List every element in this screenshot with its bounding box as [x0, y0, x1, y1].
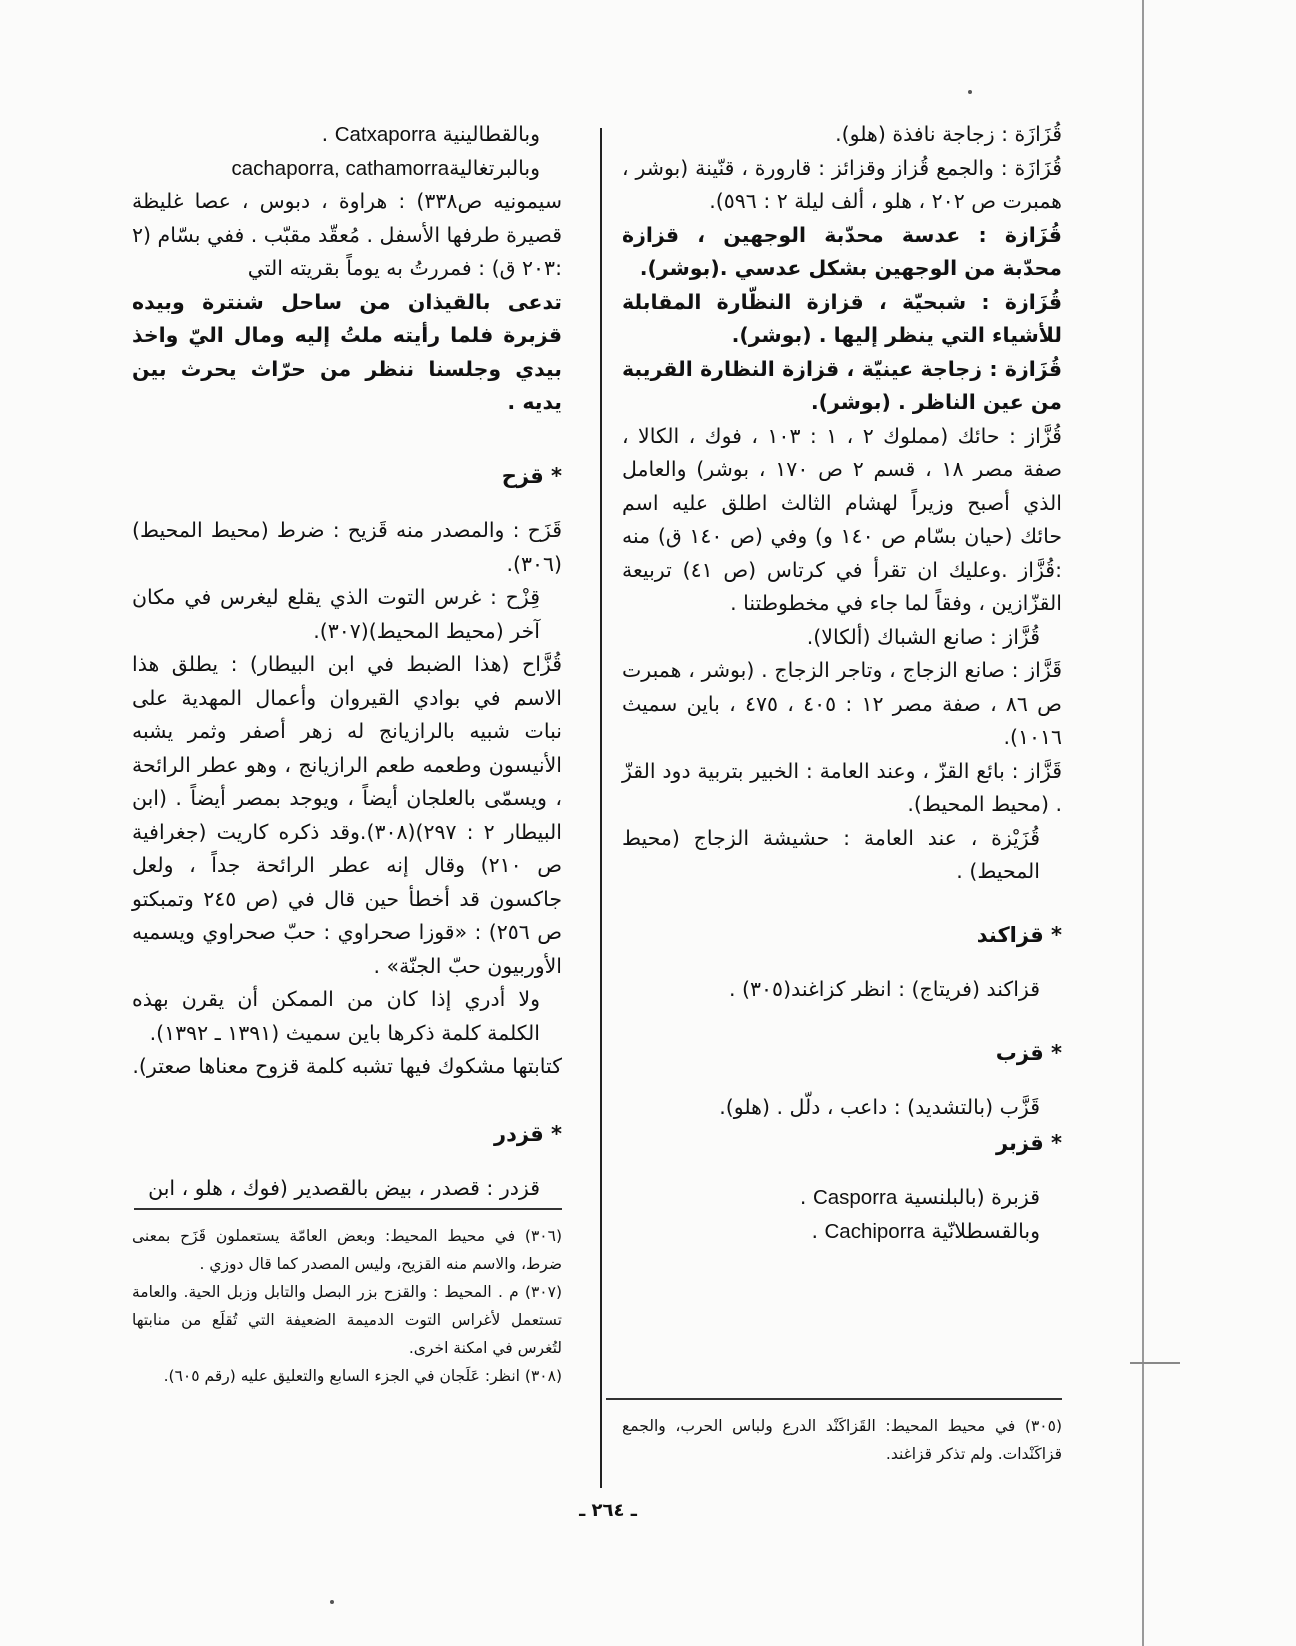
- latin-word: Cachiporra: [824, 1219, 925, 1243]
- entry-paragraph: قُزَازة : عدسة محدّبة الوجهين ، قزازة محدّبة من الوجهين بشكل عدسي .(بوشر).: [622, 222, 1062, 280]
- latin-word: Catxaporra: [334, 123, 437, 146]
- entry-heading: * قزح: [501, 463, 562, 488]
- entry-heading: * قزبر: [995, 1130, 1062, 1155]
- arabic-text: وبالقسطلانّية: [931, 1218, 1040, 1243]
- footnote: (٣٠٦) في محيط المحيط: وبعض العامّة يستعملون قَزَح بمعنى ضرط، والاسم منه القزيح، وليس المصدر كما قال دوزي .: [132, 1227, 562, 1273]
- entry-heading: * قزدر: [494, 1121, 562, 1146]
- entry-paragraph: قُزَيْزة ، عند العامة : حشيشة الزجاج (محيط المحيط) .: [622, 825, 1040, 883]
- entry-paragraph: قَزَّاز : بائع القزّ ، وعند العامة : الخبير بتربية دود القزّ . (محيط المحيط).: [622, 758, 1062, 816]
- scan-speck: [330, 1600, 334, 1604]
- punctuation: .: [811, 1218, 818, 1243]
- entry-paragraph: تدعى بالقيذان من ساحل شنترة وبيده قزبرة فلما رأيته ملتُ إليه ومال اليّ واخذ بيدي وجلسنا ننظر من حرّاث يحرث بين يديه .: [132, 289, 562, 414]
- footnotes-right: [622, 1412, 1062, 1468]
- entry-paragraph: قَزَّب (بالتشديد) : داعب ، دلّل . (هلو).: [719, 1095, 1040, 1119]
- entry-paragraph: قُزَّاح (هذا الضبط في ابن البيطار) : يطلق هذا الاسم في بوادي القيروان وأعمال المهدية على نبات شبيه بالرازيانج له زهر أصفر وثمر يشبه الأنيسون وطعمه طعم الرازيانج ، وهو عطر الرائحة ، ويسمّى بالعلجان أيضاً ، ويوجد بمصر أيضاً . (ابن البيطار ٢ : ٢٩٧)(٣٠٨).وقد ذكره كاريت (جغرافية ص ٢١٠) وقال إنه عطر الرائحة جداً ، ولعل جاكسون قد أخطأ حين قال في (ص ٢٤٥ وتمبكتو ص ٢٥٦) : «قوزا صحراوي : حبّ صحراوي ويسميه الأوربيون حبّ الجنّة» .: [132, 652, 562, 978]
- footnote-rule: [606, 1398, 1062, 1400]
- footnote-rule: [134, 1208, 562, 1210]
- entry-paragraph: قُزَازَة : والجمع قُزاز وقزائز : قارورة ، قنّينة (بوشر ، همبرت ص ٢٠٢ ، هلو ، ألف ليلة ٢ : ٥٩٦).: [622, 155, 1062, 213]
- right-column: [622, 118, 1062, 1248]
- arabic-text: وبالقطالينية: [442, 122, 540, 146]
- entry-heading: * قزاكند: [976, 922, 1062, 947]
- entry-paragraph: قِزْح : غرس التوت الذي يقلع ليغرس في مكان آخر (محيط المحيط)(٣٠٧).: [132, 585, 540, 643]
- scan-edge-line: [1142, 0, 1144, 1646]
- entry-paragraph: قَزَّاز : صانع الزجاج ، وتاجر الزجاج . (بوشر ، همبرت ص ٨٦ ، صفة مصر ١٢ : ٤٠٥ ، ٤٧٥ ، باين سميث ١٠١٦).: [622, 658, 1062, 749]
- scan-edge-mark: [1130, 1362, 1180, 1364]
- entry-paragraph: [622, 1181, 1062, 1215]
- entry-paragraph: قُزَازة : شبحيّة ، قزازة النظّارة المقابلة للأشياء التي ينظر إليها . (بوشر).: [622, 289, 1062, 347]
- entry-paragraph: كتابتها مشكوك فيها تشبه كلمة قزوح معناها صعتر).: [132, 1054, 562, 1078]
- column-divider: [600, 128, 602, 1488]
- footnote: (٣٠٥) في محيط المحيط: القَزاكَنْد الدرع ولباس الحرب، والجمع قزاكَنْدات. ولم تذكر قزاغند.: [622, 1417, 1062, 1463]
- entry-paragraph: قُزَازة : زجاجة عينيّة ، قزازة النظارة القريبة من عين الناظر . (بوشر).: [622, 356, 1062, 414]
- entry-paragraph: سيمونيه ص٣٣٨) : هراوة ، دبوس ، عصا غليظة قصيرة طرفها الأسفل . مُعقّد مقبّب . ففي بسّام (٢ :٢٠٣ ق) : فمررتُ به يوماً بقريته التي: [132, 189, 562, 280]
- entry-paragraph: قَزَح : والمصدر منه قَزيح : ضرط (محيط المحيط)(٣٠٦).: [132, 518, 562, 576]
- footnote: (٣٠٨) انظر: عَلَجان في الجزء السابع والتعليق عليه (رقم ٦٠٥).: [163, 1367, 562, 1385]
- latin-word: Casporra: [812, 1186, 898, 1209]
- entry-paragraph: [132, 118, 562, 152]
- entry-paragraph: قُزَّاز : صانع الشباك (ألكالا).: [806, 624, 1040, 649]
- punctuation: .: [321, 122, 329, 146]
- left-column: [132, 118, 562, 1206]
- page-number: ـ ٢٦٤ ـ: [579, 1500, 637, 1521]
- entry-paragraph: قُزَازَة : زجاجة نافذة (هلو).: [835, 122, 1062, 146]
- entry-paragraph: [622, 1215, 1062, 1249]
- scan-speck: [968, 90, 972, 94]
- arabic-text: وبالبرتغالية: [449, 155, 540, 180]
- footnotes-left: [132, 1222, 562, 1390]
- footnote: (٣٠٧) م . المحيط : والقزح بزر البصل والتابل وزبل الحية. والعامة تستعمل لأغراس التوت الدميمة الضعيفة التي تُقلَع من منابتها لتُغرس في امكنة اخرى.: [132, 1283, 562, 1357]
- entry-paragraph: ولا أدري إذا كان من الممكن أن يقرن بهذه الكلمة كلمة ذكرها باين سميث (١٣٩١ ـ ١٣٩٢).: [132, 987, 540, 1045]
- entry-paragraph: قُزَّاز : حائك (مملوك ٢ ، ١ : ١٠٣ ، فوك ، الكالا ، صفة مصر ١٨ ، قسم ٢ ص ١٧٠ ، بوشر) والعامل الذي أصبح وزيراً لهشام الثالث اطلق عليه اسم حائك (حيان بسّام ص ١٤٠ و) وفي (ص ١٤٠ ق) منه :قُزَّاز .وعليك ان تقرأ في كرتاس (ص ٤١) تربيعة القزّازين ، وفقاً لما جاء في مخطوطتنا .: [622, 423, 1063, 615]
- entry-paragraph: قزدر : قصدر ، بيض بالقصدير (فوك ، هلو ، ابن: [148, 1176, 540, 1200]
- punctuation: .: [799, 1185, 807, 1209]
- entry-paragraph: قزاكند (فريتاج) : انظر كزاغند(٣٠٥) .: [729, 977, 1040, 1001]
- entry-paragraph: [132, 152, 562, 186]
- latin-word: cachaporra, cathamorra: [231, 156, 450, 180]
- arabic-text: قزبرة (بالبلنسية: [903, 1185, 1040, 1209]
- entry-heading: * قزب: [995, 1040, 1062, 1065]
